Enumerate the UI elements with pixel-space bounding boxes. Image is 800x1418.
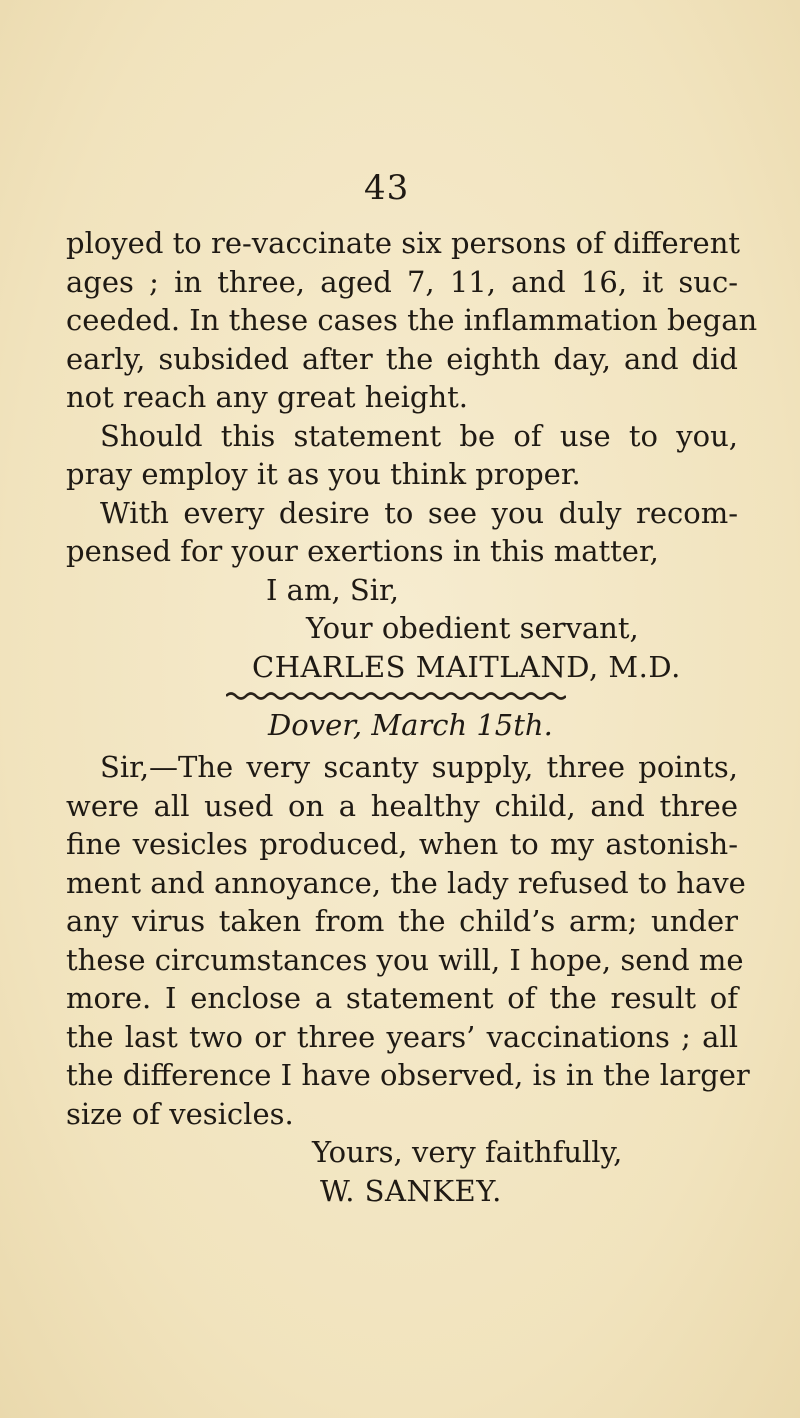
signature: CHARLES MAITLAND, M.D.	[252, 649, 681, 684]
dateline	[268, 708, 553, 742]
text-line: fine vesicles produced, when to my astonish-	[66, 827, 738, 861]
text-line: were all used on a healthy child, and three	[66, 788, 738, 823]
text-line: pensed for your exertions in this matter,	[66, 534, 659, 568]
text-line: not reach any great height.	[66, 380, 469, 414]
dateline-date: March 15th.	[371, 708, 553, 742]
text-line: ages ; in three, aged 7, 11, and 16, it suc-	[66, 264, 738, 299]
valediction: Yours, very faithfully,	[312, 1135, 623, 1169]
text-line: early, subsided after the eighth day, and did	[66, 341, 738, 376]
signature: W. SANKEY.	[320, 1173, 502, 1208]
text-line: size of vesicles.	[66, 1096, 294, 1131]
text-line: any virus taken from the child’s arm; under	[66, 904, 738, 938]
dateline-place: Dover,	[268, 708, 363, 742]
ornamental-rule	[226, 690, 566, 702]
text-line: ceeded. In these cases the inflammation began	[66, 303, 758, 337]
text-line: pray employ it as you think proper.	[66, 457, 581, 491]
text-line: Should this statement be of use to you,	[100, 418, 738, 453]
letter-sankey	[66, 748, 750, 1210]
valediction: Your obedient servant,	[306, 611, 639, 645]
text-line: the last two or three years’ vaccinations ; all	[66, 1019, 738, 1054]
page-number: 43	[364, 168, 410, 208]
text-line: With every desire to see you duly recom-	[100, 495, 738, 530]
text-line: ployed to re-vaccinate six persons of different	[66, 226, 741, 260]
text-line: these circumstances you will, I hope, send me	[66, 942, 744, 977]
letter-maitland	[66, 224, 758, 686]
text-line: more. I enclose a statement of the result of	[66, 981, 738, 1015]
text-line: Sir,—The very scanty supply, three points,	[100, 750, 738, 784]
text-line: the difference I have observed, is in the larger	[66, 1058, 750, 1092]
closing-line: I am, Sir,	[266, 572, 399, 607]
text-line: ment and annoyance, the lady refused to have	[66, 865, 746, 900]
